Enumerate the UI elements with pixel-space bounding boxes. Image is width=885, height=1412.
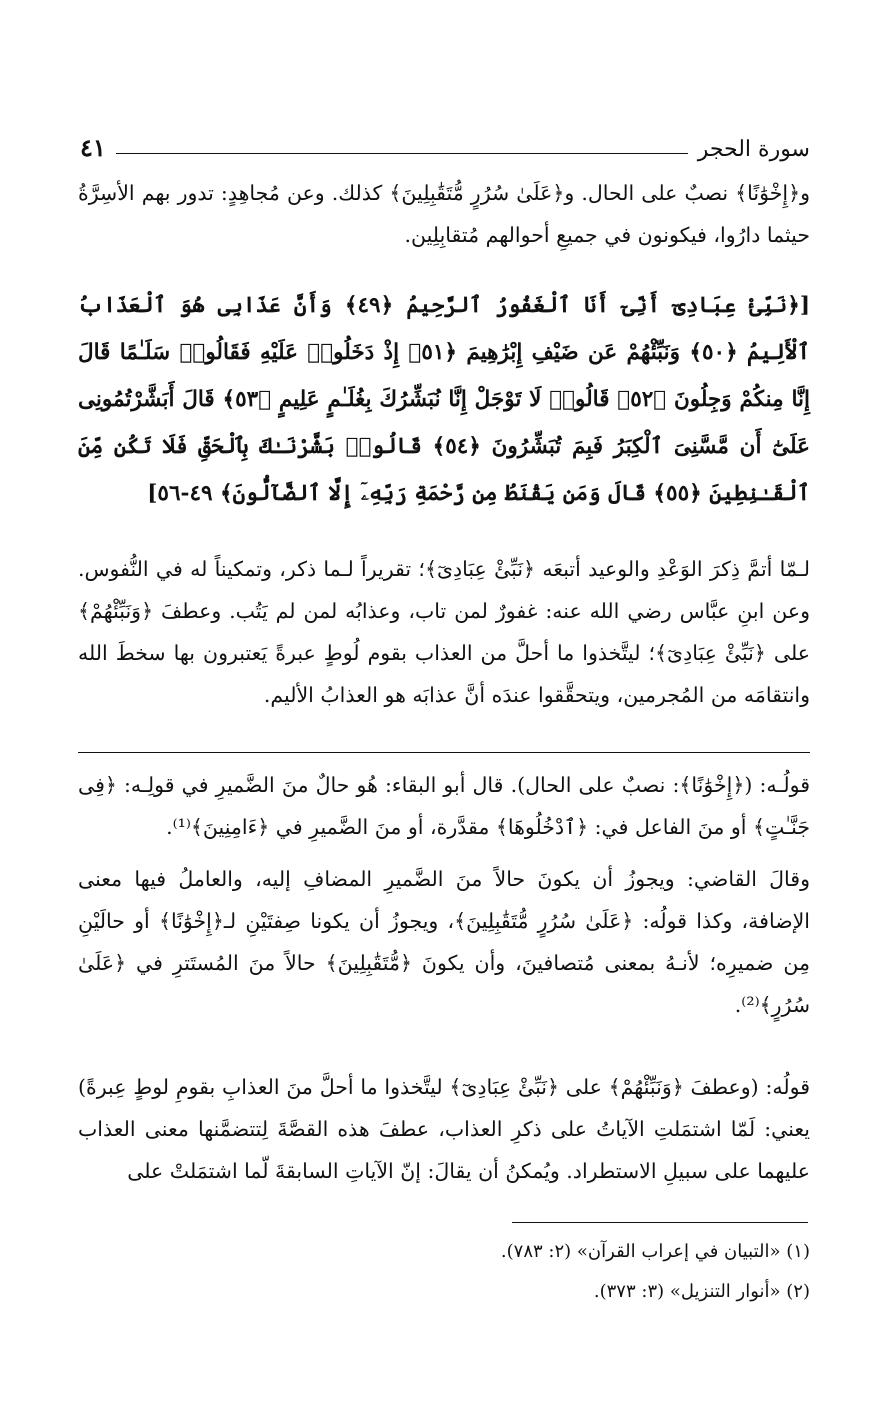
tafsir-paragraph (78, 548, 810, 716)
quran-verses (78, 282, 810, 517)
section-divider (78, 752, 810, 753)
tafsir-paragraph (78, 172, 810, 256)
commentary-text: قولُـه: (﴿إِخْوَٰنًا﴾: نصبٌ على الحال). قال أبو البقاء: هُو حالٌ منَ الضَّميرِ في قولِـه: ﴿فِى جَنَّـٰتٍ﴾ أو منَ الفاعل في: ﴿ٱدْخُلُوهَا﴾ مقدَّرة، أو منَ الضَّميرِ في ﴿ءَامِنِينَ﴾⁽¹⁾. (78, 773, 810, 839)
commentary-paragraph (78, 764, 810, 848)
commentary-text: قولُه: (وعطفَ ﴿وَنَبِّئْهُمْ﴾ على ﴿نَبِّئْ عِبَادِىٓ﴾ ليتَّخذوا ما أحلَّ منَ العذابِ بقومِ لوطٍ عِبرةً) يعني: لَمّا اشتمَلتِ الآياتُ على ذكرِ العذاب، عطفَ هذه القصَّةَ لِتتضمَّنها معنى العذاب عليهما على سبيلِ الاستطراد. ويُمكنُ أن يقالَ: إنّ الآياتِ السابقةَ لّما اشتمَلتْ على (78, 1075, 810, 1183)
paragraph-text: و﴿إِخْوَٰنًا﴾ نصبٌ على الحال. و﴿عَلَىٰ سُرُرٍ مُّتَقَٰبِلِينَ﴾ كذلك. وعن مُجاهِدٍ: تدور بهم الأسِرَّةُ حيثما دارُوا، فيكونون في جميعِ أحوالهم مُتقابِلِين. (78, 181, 810, 247)
footnote: (١) «التبيان في إعراب القرآن» (٢: ٧٨٣). (500, 1241, 810, 1262)
footnote-divider (512, 1222, 808, 1223)
commentary-text: وقالَ القاضي: ويجوزُ أن يكونَ حالاً منَ الضَّميرِ المضافِ إليه، والعاملُ فيها معنى الإضافة، وكذا قولُه: ﴿عَلَىٰ سُرُرٍ مُّتَقَٰبِلِينَ﴾، ويجوزُ أن يكونا صِفتَيْنِ لـ﴿إِخْوَٰنًا﴾ أو حالَيْنِ مِن ضميرِه؛ لأنـهُ بمعنى مُتصافينَ، وأن يكونَ ﴿مُّتَقَٰبِلِينَ﴾ حالاً منَ المُستَترِ في ﴿عَلَىٰ سُرُرٍ﴾⁽²⁾. (78, 867, 810, 1017)
footnotes (78, 1232, 810, 1312)
commentary-paragraph (78, 858, 810, 1026)
commentary-paragraph (78, 1066, 810, 1192)
footnote: (٢) «أنوار التنزيل» (٣: ٣٧٣). (593, 1281, 810, 1302)
sura-name: سورة الحجر (697, 137, 810, 162)
page-number: ٤١ (80, 133, 106, 162)
paragraph-text: لـمّا أتمَّ ذِكرَ الوَعْدِ والوعيد أتبعَه ﴿نَبِّئْ عِبَادِىٓ﴾؛ تقريراً لـما ذكر، وتمكيناً له في النُّفوس. وعن ابنِ عبَّاس رضي الله عنه: غفورٌ لمن تاب، وعذابُه لمن لم يَتُب. وعطفَ ﴿وَنَبِّئْهُمْ﴾ على ﴿نَبِّئْ عِبَادِىٓ﴾؛ ليتَّخذوا ما أحلَّ من العذاب بقوم لُوطٍ عبرةً يَعتبرون بها سخطَ الله وانتقامَه من المُجرمين، ويتحقَّقوا عندَه أنَّ عذابَه هو العذابُ الأليم. (78, 557, 810, 707)
page-header (80, 118, 810, 162)
verses-text: [﴿نَبِّئْ عِبَادِىٓ أَنِّىٓ أَنَا ٱلْغَفُورُ ٱلرَّحِيمُ ﴿٤٩﴾ وَأَنَّ عَذَابِى هُوَ ٱلْعَذَابُ ٱلْأَلِيمُ ﴿٥٠﴾ وَنَبِّئْهُمْ عَن ضَيْفِ إِبْرَٰهِيمَ ﴿٥١﴾ إِذْ دَخَلُوا۟ عَلَيْهِ فَقَالُوا۟ سَلَـٰمًا قَالَ إِنَّا مِنكُمْ وَجِلُونَ ﴿٥٢﴾ قَالُوا۟ لَا تَوْجَلْ إِنَّا نُبَشِّرُكَ بِغُلَـٰمٍ عَلِيمٍ ﴿٥٣﴾ قَالَ أَبَشَّرْتُمُونِى عَلَىٰٓ أَن مَّسَّنِىَ ٱلْكِبَرُ فَبِمَ تُبَشِّرُونَ ﴿٥٤﴾ قَالُوا۟ بَشَّرْنَـٰكَ بِٱلْحَقِّ فَلَا تَكُن مِّنَ ٱلْقَـٰنِطِينَ ﴿٥٥﴾ قَالَ وَمَن يَقْنَطُ مِن رَّحْمَةِ رَبِّهِۦٓ إِلَّا ٱلضَّآلُّونَ﴾ ٤٩-٥٦] (78, 293, 810, 506)
header-rule (116, 153, 688, 154)
